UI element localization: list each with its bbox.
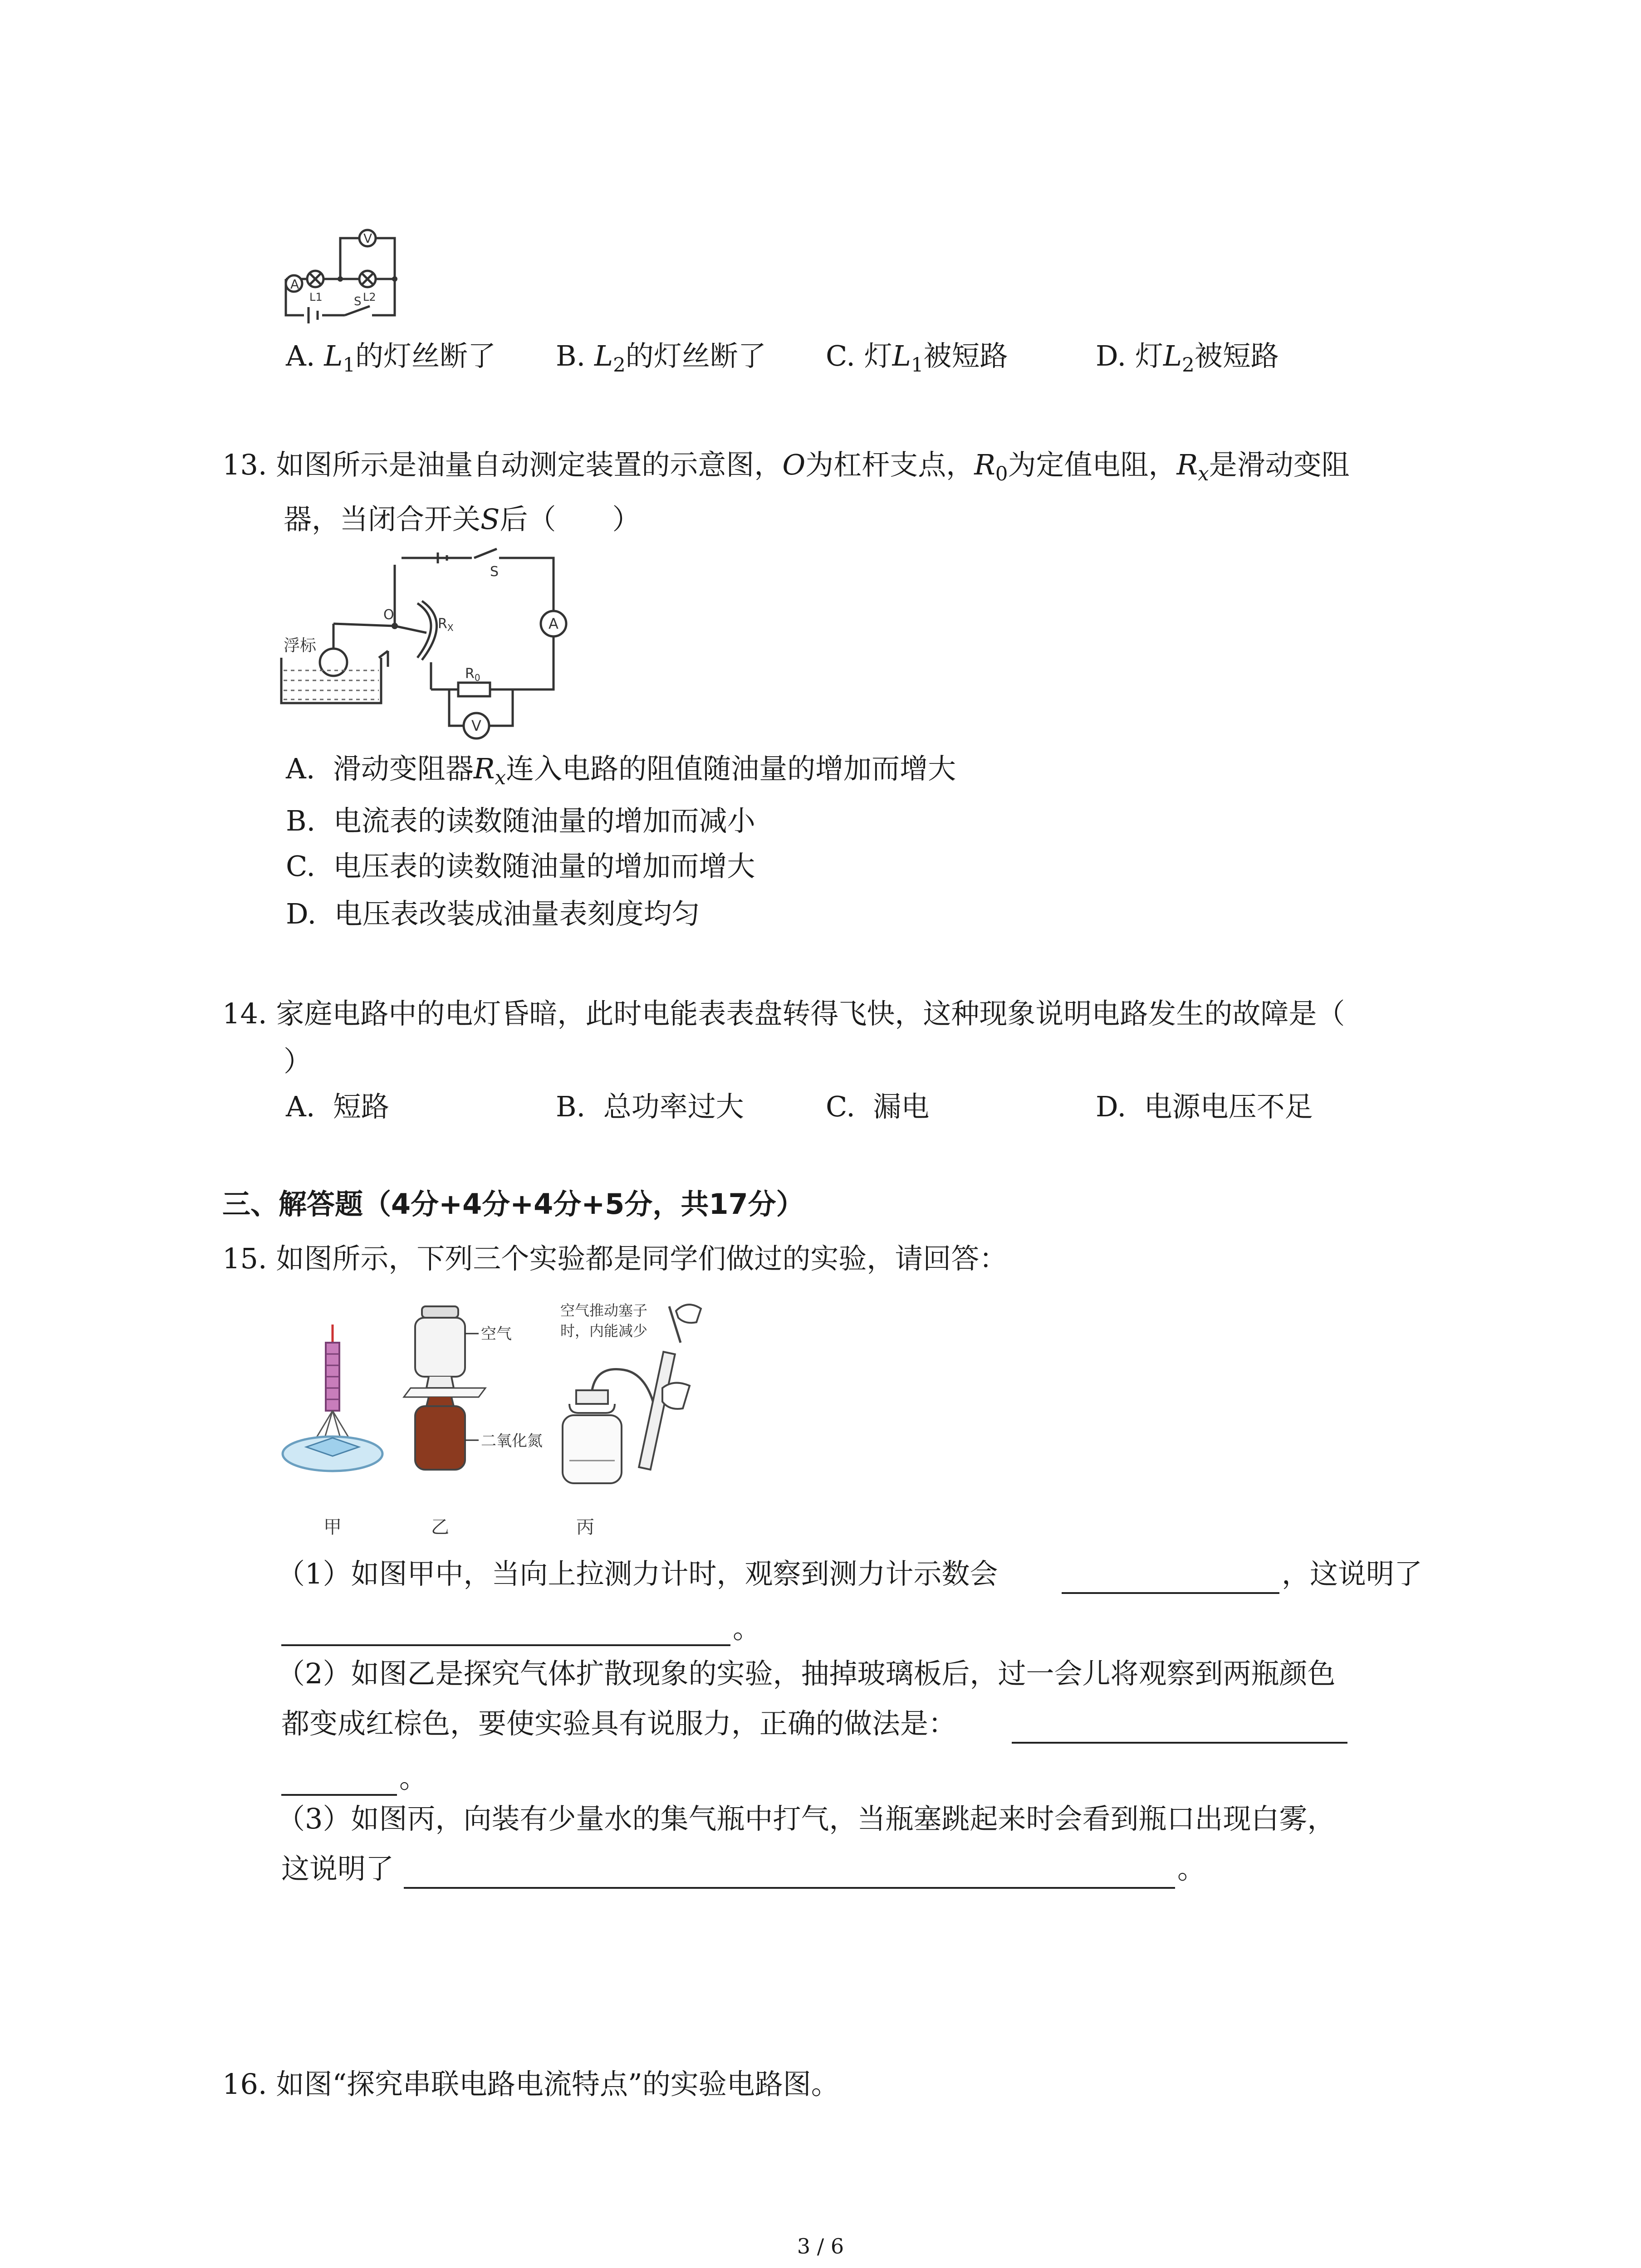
q12-switch-label: S: [354, 295, 362, 308]
q13-rx-label: $R_X$: [438, 616, 454, 633]
q15-label-no2: 二氧化氮: [481, 1432, 543, 1450]
q14-stem-line2: ）: [284, 1045, 312, 1078]
q14-option-a: A. 短路: [286, 1090, 389, 1123]
q13-number: 13.: [222, 448, 267, 481]
q15-part2-line2: 都变成红棕色，要使实验具有说服力，正确的做法是：: [281, 1707, 957, 1740]
q15-part1-blank1[interactable]: [1062, 1592, 1279, 1594]
q16-stem: 16. 如图“探究串联电路电流特点”的实验电路图。: [222, 2068, 839, 2101]
q13-option-a: A. 滑动变阻器$R_x$连入电路的阻值随油量的增加而增大: [286, 752, 956, 790]
q15-fig-jia: [283, 1325, 382, 1538]
q14-option-d: D. 电源电压不足: [1096, 1090, 1313, 1123]
q12-option-d: D. 灯$L_2$被短路: [1096, 339, 1279, 377]
q15-label-jia: 甲: [323, 1517, 342, 1538]
q12-option-c: C. 灯$L_1$被短路: [826, 339, 1008, 377]
q13-oil-gauge-figure: [281, 549, 572, 739]
q15-label-yi: 乙: [431, 1517, 449, 1538]
q15-part1-b: ，这说明了: [1282, 1557, 1423, 1590]
q15-part3-blank[interactable]: [404, 1887, 1175, 1889]
q15-stem: 15. 如图所示，下列三个实验都是同学们做过的实验，请回答：: [222, 1242, 1008, 1275]
q14-option-b: B. 总功率过大: [556, 1090, 744, 1123]
q15-part1-a: （1）如图甲中，当向上拉测力计时，观察到测力计示数会: [277, 1557, 998, 1590]
q15-fig-yi: [404, 1306, 543, 1538]
q15-experiments-figure: [279, 1297, 787, 1551]
q13-option-c: C. 电压表的读数随油量的增加而增大: [286, 850, 755, 883]
q12-option-b: B. $L_2$的灯丝断了: [556, 339, 766, 377]
q14-number: 14.: [222, 997, 267, 1030]
page-number: 3 / 6: [797, 2234, 844, 2258]
q15-part3-line2: 这说明了: [281, 1852, 394, 1885]
q15-part2-blank1[interactable]: [1012, 1742, 1347, 1744]
q12-option-a: A. $L_1$的灯丝断了: [286, 339, 496, 377]
q14-option-c: C. 漏电: [826, 1090, 930, 1123]
q15-fig-bing: [560, 1302, 701, 1538]
q13-pivot-label: O: [383, 607, 394, 623]
q15-bing-caption-1: 空气推动塞子: [560, 1302, 648, 1319]
q13-stem-line1: 13. 如图所示是油量自动测定装置的示意图，O为杠杆支点，$R_0$为定值电阻，$R_x$是滑动变阻: [222, 448, 1350, 486]
q15-part2-blank2[interactable]: [281, 1794, 397, 1796]
q14-stem-line1: 14. 家庭电路中的电灯昏暗，此时电能表表盘转得飞快，这种现象说明电路发生的故障是（: [222, 997, 1345, 1030]
q13-option-d: D. 电压表改装成油量表刻度均匀: [286, 897, 700, 930]
q13-ammeter-label: A: [549, 615, 558, 632]
q12-circuit-figure: [277, 225, 413, 324]
q12-l1-label: L1: [309, 291, 323, 303]
q15-part3-end: 。: [1177, 1852, 1206, 1885]
q15-bing-caption-2: 时，内能减少: [560, 1322, 648, 1339]
q16-number: 16.: [222, 2068, 267, 2101]
q15-part1-blank2[interactable]: [281, 1644, 730, 1646]
section3-title: 三、解答题（4分+4分+4分+5分，共17分）: [222, 1188, 804, 1221]
q12-ammeter-label: A: [290, 277, 299, 292]
q15-part2-line1: （2）如图乙是探究气体扩散现象的实验，抽掉玻璃板后，过一会儿将观察到两瓶颜色: [277, 1657, 1336, 1690]
q13-voltmeter-label: V: [471, 717, 481, 734]
q13-switch-label: S: [490, 564, 499, 580]
q13-stem-line2: 器，当闭合开关S后（ ）: [284, 503, 641, 536]
q13-r0-label: $R_0$: [465, 666, 480, 683]
q15-label-air: 空气: [481, 1325, 512, 1343]
q13-option-b: B. 电流表的读数随油量的增加而减小: [286, 804, 755, 837]
q12-l2-label: L2: [363, 291, 376, 303]
q15-part3-line1: （3）如图丙，向装有少量水的集气瓶中打气，当瓶塞跳起来时会看到瓶口出现白雾，: [277, 1802, 1336, 1835]
q15-part2-end: 。: [399, 1761, 428, 1794]
q12-voltmeter-label: V: [363, 231, 372, 246]
q15-number: 15.: [222, 1242, 267, 1275]
q15-label-bing: 丙: [576, 1517, 594, 1538]
q15-part1-end: 。: [733, 1612, 761, 1645]
q13-float-label: 浮标: [284, 636, 317, 655]
